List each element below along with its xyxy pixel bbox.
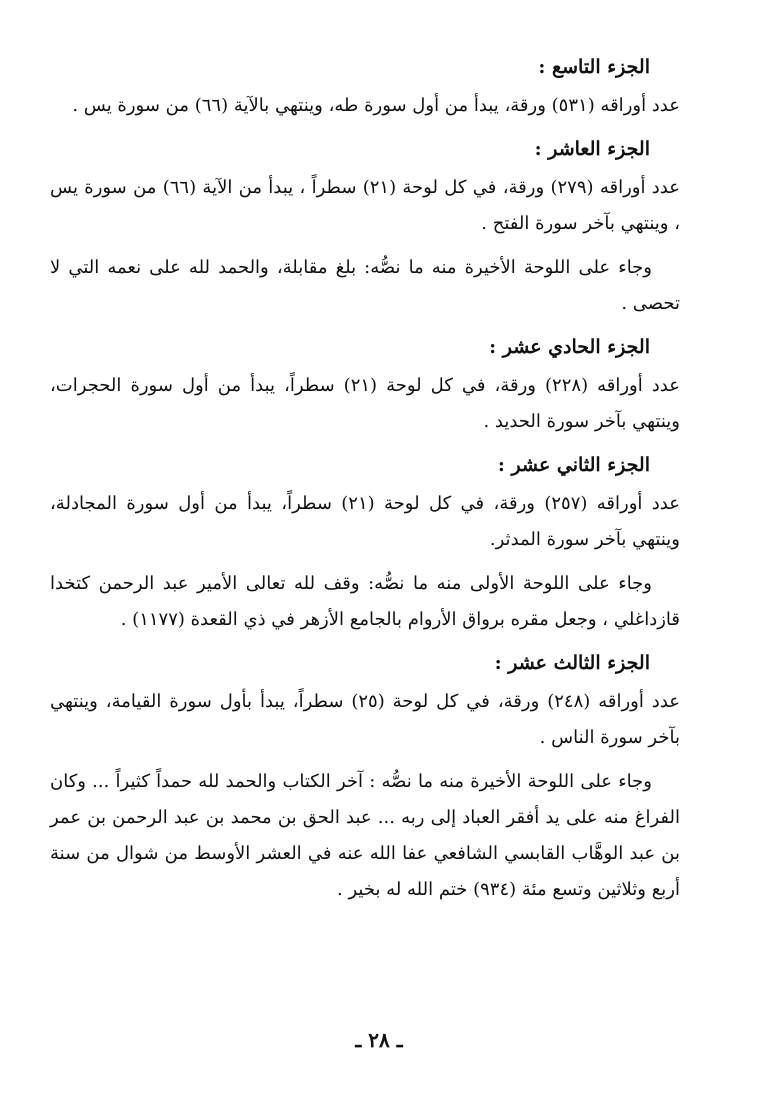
section-part-9 <box>50 52 680 124</box>
section-heading: الجزء الثالث عشر : <box>494 652 650 674</box>
section-heading: الجزء التاسع : <box>538 56 650 78</box>
section-note: وجاء على اللوحة الأخيرة منه ما نصُّه : آخر الكتاب والحمد لله حمداً كثيراً ... وكان الفراغ منه على يد أفقر العباد إلى ربه ... عبد الحق بن محمد بن عبد الرحمن بن عمر بن عبد الوهَّاب القابسي الشافعي عفا الله عنه في العشر الأوسط من شوال من سنة أربع وثلاثين وتسع مئة (٩٣٤) ختم الله له بخير . <box>50 771 680 900</box>
section-paragraph: عدد أوراقه (٢٧٩) ورقة، في كل لوحة (٢١) سطراً ، يبدأ من الآية (٦٦) من سورة يس ، وينتهي بآخر سورة الفتح . <box>50 177 680 234</box>
section-part-13 <box>50 648 680 908</box>
section-paragraph: عدد أوراقه (٢٥٧) ورقة، في كل لوحة (٢١) سطراً، يبدأ من أول سورة المجادلة، وينتهي بآخر سورة المدثر. <box>50 493 680 550</box>
section-note: وجاء على اللوحة الأخيرة منه ما نصُّه: بلغ مقابلة، والحمد لله على نعمه التي لا تحصى . <box>50 257 680 314</box>
section-paragraph: عدد أوراقه (٢٤٨) ورقة، في كل لوحة (٢٥) سطراً، يبدأ بأول سورة القيامة، وينتهي بآخر سورة الناس . <box>50 691 681 748</box>
section-paragraph: عدد أوراقه (٢٢٨) ورقة، في كل لوحة (٢١) سطراً، يبدأ من أول سورة الحجرات، وينتهي بآخر سورة الحديد . <box>50 375 680 432</box>
section-heading: الجزء الحادي عشر : <box>489 336 650 358</box>
section-heading: الجزء الثاني عشر : <box>497 454 650 476</box>
page-number: ـ ٢٨ ـ <box>355 1028 403 1052</box>
section-part-10 <box>50 134 680 322</box>
page-body <box>50 52 680 918</box>
section-paragraph: عدد أوراقه (٥٣١) ورقة، يبدأ من أول سورة طه، وينتهي بالآية (٦٦) من سورة يس . <box>72 95 680 116</box>
section-heading: الجزء العاشر : <box>534 138 650 160</box>
section-note: وجاء على اللوحة الأولى منه ما نصُّه: وقف لله تعالى الأمير عبد الرحمن كتخدا قازداغلي ، وجعل مقره برواق الأروام بالجامع الأزهر في ذي القعدة (١١٧٧) . <box>50 573 680 630</box>
section-part-12 <box>50 450 680 638</box>
section-part-11 <box>50 332 680 440</box>
